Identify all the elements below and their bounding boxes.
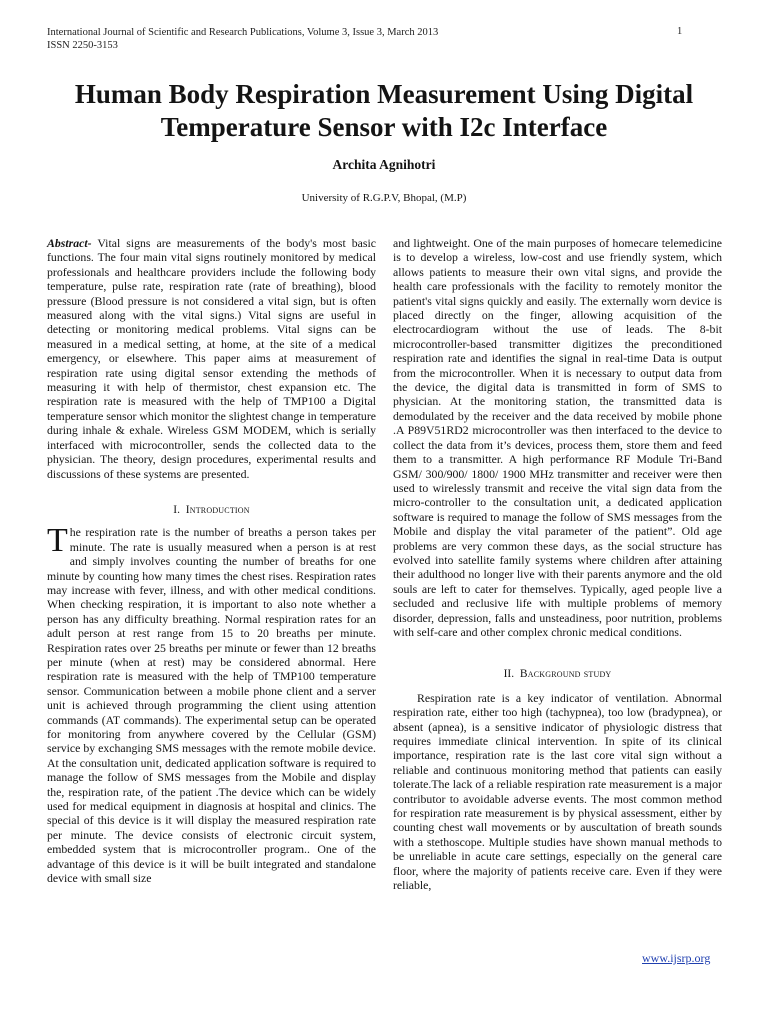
- journal-line: International Journal of Scientific and Research Publications, Volume 3, Issue 3, March 2013: [47, 27, 439, 38]
- section-title: Background study: [519, 668, 612, 681]
- abstract-label: Abstract-: [47, 236, 92, 250]
- section-heading-background: [393, 667, 722, 681]
- section-heading-introduction: [47, 503, 376, 517]
- section-number: I.: [173, 503, 180, 516]
- left-column: [47, 236, 376, 885]
- paper-title: Human Body Respiration Measurement Using Digital Temperature Sensor with I2c Interface: [74, 79, 694, 142]
- introduction-continued-paragraph: and lightweight. One of the main purposes of homecare telemedicine is to develop a wireless, low-cost and use friendly system, which allows patients to measure their own vital signs, and provide the health care professionals with the facility to remotely monitor the patient's vital signs quickly and easily. The externally worn device is placed directly on the finger, allowing acquisition of the electrocardiogram without the use of leads. The 8-bit microcontroller-based transmitter digitizes the preconditioned respiration rate and identifies the signal in real-time Data is output from the microcontroller. When it is necessary to output data from the device, the digital data is transmitted in form of SMS to physician. At the monitoring station, the transmitted data is demodulated by the receiver and the data received by mobile phone .A P89V51RD2 microcontroller was then interfaced to the device to collect the data from it’s devices, process them, store them and feed them to a transmitter. A high performance RF Module Tri-Band GSM/ 300/900/ 1800/ 1900 MHz transmitter and receiver were then used to wirelessly transmit and receive the vital sign data from the micro-controller to the consultation unit, a dedicated application software is required to manage the follow of SMS messages from the Mobile and display the vital parameter of the patient”. Old age problems are very common these days, as the social structure has evolved into satellite family systems where children after attaining their adulthood no longer live with their parents anymore and the old souls are left to cater for themselves. Typically, aged people live a secluded and reclusive life with multiple problems of memory disorder, depression, falls and unsteadiness, poor nutrition, problems with self-care and other complex chronic medical conditions.: [393, 236, 722, 639]
- section-title: Introduction: [185, 503, 250, 516]
- author-affiliation: University of R.G.P.V, Bhopal, (M.P): [301, 192, 467, 204]
- abstract-text: Vital signs are measurements of the body's most basic functions. The four main vital signs routinely monitored by medical professionals and healthcare providers include the following body temperature, pulse rate, respiration rate (rate of breathing), blood pressure (Blood pressure is not considered a vital sign, but is often measured along with the vital signs.) Vital signs are useful in detecting or monitoring medical problems. Vital signs can be measured in a medical setting, at home, at the site of a medical emergency, or elsewhere. This paper aims at measurement of respiration rate using digital sensor extending the methods of measuring it with help of thermistor, chest expansion etc. The respiration rate is measured with the help of TMP100 a Digital temperature sensor which monitor the slightest change in temperature during inhale & exhale. Wireless GSM MODEM, which is serially interfaced with microcontroller, sends the collected data to the physician. The theory, design procedures, experimental results and discussions of these systems are presented.: [47, 236, 376, 481]
- author-name: Archita Agnihotri: [332, 157, 436, 172]
- running-header: [47, 26, 438, 52]
- abstract-paragraph: [47, 236, 376, 481]
- issn-line: ISSN 2250-3153: [47, 40, 118, 51]
- introduction-text: he respiration rate is the number of breaths a person takes per minute. The rate is usually measured when a person is at rest and simply involves counting the number of breaths for one minute by counting how many times the chest rises. Respiration rates may increase with fever, illness, and with other medical conditions. When checking respiration, it is important to also note whether a person has any difficulty breathing. Normal respiration rates for an adult person at rest range from 15 to 20 breaths per minute. Respiration rates over 25 breaths per minute or fewer than 12 breaths per minute (when at rest) may be considered abnormal. Here respiration rate is measured with the help of TMP100 temperature sensor. Communication between a mobile phone client and a server unit is achieved through programming the client using attention commands (AT commands). The experimental setup can be operated for monitoring from anywhere covered by the Cellular (GSM) service by exchanging SMS messages with the remote mobile device. At the consultation unit, dedicated application software is required to manage the follow of SMS messages from the Mobile and display the, respiration rate, of the patient .The device which can be widely used for medical equipment in diagnosis at hospital and clinics. The special of this device is it will display the measured respiration rate per minute. The device consists of electronic circuit system, embedded system that is microcontroller program.. One of the advantage of this device is it will be built integrated and standalone device with small size: [47, 525, 376, 886]
- right-column: [393, 236, 722, 892]
- journal-website-link[interactable]: www.ijsrp.org: [642, 951, 711, 965]
- section-number: II.: [503, 668, 515, 681]
- drop-cap: T: [47, 522, 68, 560]
- introduction-paragraph: [47, 522, 376, 886]
- page-number: 1: [677, 26, 683, 37]
- background-paragraph: Respiration rate is a key indicator of ventilation. Abnormal respiration rate, either too high (tachypnea), too low (bradypnea), or absent (apnea), is a sensitive indicator of physiologic distress that requires immediate clinical intervention. In spite of its clinical importance, respiration rate is the last core vital sign without a reliable and continuous monitoring method that patients can easily tolerate.The lack of a reliable respiration rate measurement is a major contributor to avoidable adverse events. The most common method for respiration rate measurement is by physical assessment, either by counting chest wall movements or by auscultation of breath sounds with a stethoscope. Multiple studies have shown manual methods to be unreliable in acute care settings, especially on the general care floor, where the majority of patients receive care. Even if they were reliable,: [393, 690, 722, 893]
